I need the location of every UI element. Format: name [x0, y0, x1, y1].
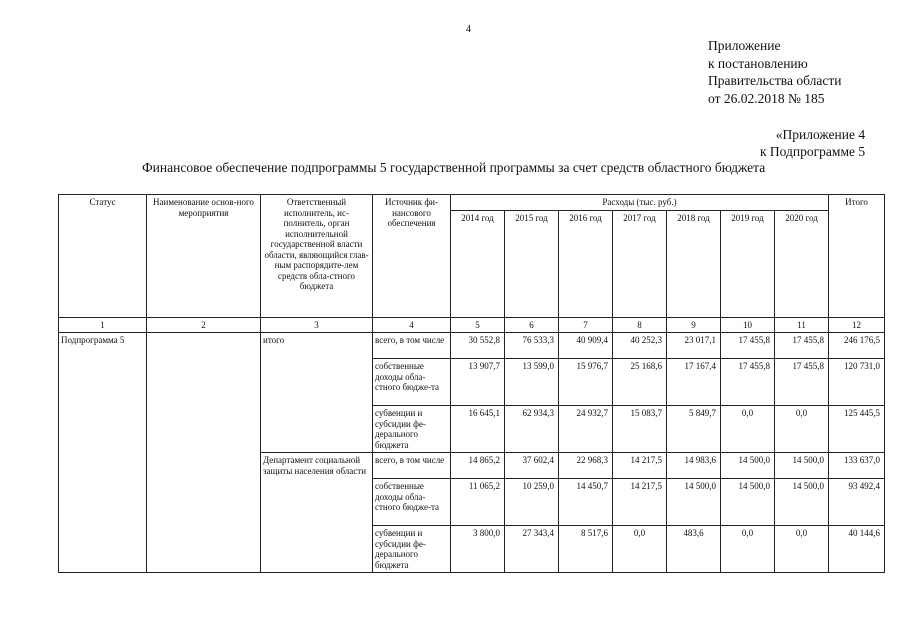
header-year: 2016 год [559, 210, 613, 317]
value-cell: 5 849,7 [667, 406, 721, 453]
source-cell: собственные доходы обла-стного бюдже-та [373, 359, 451, 406]
appendix-line: к постановлению [708, 55, 808, 71]
source-cell: субвенции и субсидии фе-дерального бюджета [373, 406, 451, 453]
value-cell: 0,0 [721, 406, 775, 453]
value-cell: 62 934,3 [505, 406, 559, 453]
column-index: 7 [559, 317, 613, 333]
column-index: 9 [667, 317, 721, 333]
value-cell: 14 500,0 [775, 479, 829, 526]
column-index: 3 [261, 317, 373, 333]
value-cell: 15 976,7 [559, 359, 613, 406]
value-cell: 17 455,8 [721, 359, 775, 406]
appendix-line: от 26.02.2018 № 185 [708, 90, 825, 106]
value-cell: 14 500,0 [775, 453, 829, 479]
table-row [59, 333, 885, 359]
document-title: Финансовое обеспечение подпрограммы 5 государственной программы за счет средств областного бюджета [142, 160, 766, 175]
header-total: Итого [829, 195, 885, 318]
value-cell: 17 455,8 [775, 333, 829, 359]
header-year: 2017 год [613, 210, 667, 317]
header-year: 2015 год [505, 210, 559, 317]
column-index: 10 [721, 317, 775, 333]
value-cell: 14 500,0 [667, 479, 721, 526]
header-year: 2018 год [667, 210, 721, 317]
value-cell: 3 800,0 [451, 526, 505, 573]
value-cell: 37 602,4 [505, 453, 559, 479]
header-year: 2014 год [451, 210, 505, 317]
value-cell: 24 932,7 [559, 406, 613, 453]
value-cell: 8 517,6 [559, 526, 613, 573]
value-cell: 76 533,3 [505, 333, 559, 359]
total-cell: 125 445,5 [829, 406, 885, 453]
value-cell: 17 455,8 [775, 359, 829, 406]
header-row [59, 195, 885, 211]
status-cell: Подпрограмма 5 [59, 333, 147, 573]
header-year: 2019 год [721, 210, 775, 317]
source-cell: всего, в том числе [373, 333, 451, 359]
appendix4-line: «Приложение 4 [775, 127, 866, 142]
column-index: 4 [373, 317, 451, 333]
column-index: 5 [451, 317, 505, 333]
total-cell: 120 731,0 [829, 359, 885, 406]
source-cell: субвенции и субсидии фе-дерального бюджета [373, 526, 451, 573]
header-source: Источник фи-нансового обеспечения [373, 195, 451, 318]
value-cell: 14 217,5 [613, 479, 667, 526]
column-index: 6 [505, 317, 559, 333]
value-cell: 15 083,7 [613, 406, 667, 453]
header-measure: Наименование основ-ного мероприятия [147, 195, 261, 318]
value-cell: 27 343,4 [505, 526, 559, 573]
value-cell: 25 168,6 [613, 359, 667, 406]
total-cell: 40 144,6 [829, 526, 885, 573]
page-number: 4 [466, 24, 471, 35]
value-cell: 23 017,1 [667, 333, 721, 359]
value-cell: 14 983,6 [667, 453, 721, 479]
header-year: 2020 год [775, 210, 829, 317]
measure-cell [147, 333, 261, 573]
total-cell: 246 176,5 [829, 333, 885, 359]
appendix-line: Правительства области [708, 73, 842, 88]
header-executor: Ответственный исполнитель, ис-полнитель, орган исполнительной государственной власти области, являющийся глав-ным распорядите-лем средств обла-стного бюджета [261, 195, 373, 318]
value-cell: 0,0 [775, 526, 829, 573]
value-cell: 17 167,4 [667, 359, 721, 406]
value-cell: 30 552,8 [451, 333, 505, 359]
column-index: 1 [59, 317, 147, 333]
value-cell: 40 252,3 [613, 333, 667, 359]
total-cell: 133 637,0 [829, 453, 885, 479]
value-cell: 0,0 [721, 526, 775, 573]
header-expenses: Расходы (тыс. руб.) [451, 195, 829, 211]
total-cell: 93 492,4 [829, 479, 885, 526]
header-status: Статус [59, 195, 147, 318]
executor-cell: Департамент социальной защиты населения области [261, 453, 373, 573]
appendix4-block [760, 126, 865, 160]
value-cell: 14 865,2 [451, 453, 505, 479]
value-cell: 483,6 [667, 526, 721, 573]
value-cell: 16 645,1 [451, 406, 505, 453]
column-index-row [59, 317, 885, 333]
source-cell: собственные доходы обла-стного бюдже-та [373, 479, 451, 526]
value-cell: 14 217,5 [613, 453, 667, 479]
executor-cell: итого [261, 333, 373, 453]
value-cell: 14 450,7 [559, 479, 613, 526]
value-cell: 13 907,7 [451, 359, 505, 406]
value-cell: 10 259,0 [505, 479, 559, 526]
value-cell: 13 599,0 [505, 359, 559, 406]
value-cell: 22 968,3 [559, 453, 613, 479]
financing-table [58, 194, 885, 573]
appendix4-line: к Подпрограмме 5 [760, 144, 866, 159]
appendix-line: Приложение [708, 38, 781, 53]
value-cell: 0,0 [775, 406, 829, 453]
value-cell: 40 909,4 [559, 333, 613, 359]
value-cell: 14 500,0 [721, 479, 775, 526]
column-index: 12 [829, 317, 885, 333]
value-cell: 11 065,2 [451, 479, 505, 526]
value-cell: 14 500,0 [721, 453, 775, 479]
column-index: 8 [613, 317, 667, 333]
value-cell: 17 455,8 [721, 333, 775, 359]
column-index: 2 [147, 317, 261, 333]
value-cell: 0,0 [613, 526, 667, 573]
appendix-block [708, 37, 841, 107]
column-index: 11 [775, 317, 829, 333]
source-cell: всего, в том числе [373, 453, 451, 479]
